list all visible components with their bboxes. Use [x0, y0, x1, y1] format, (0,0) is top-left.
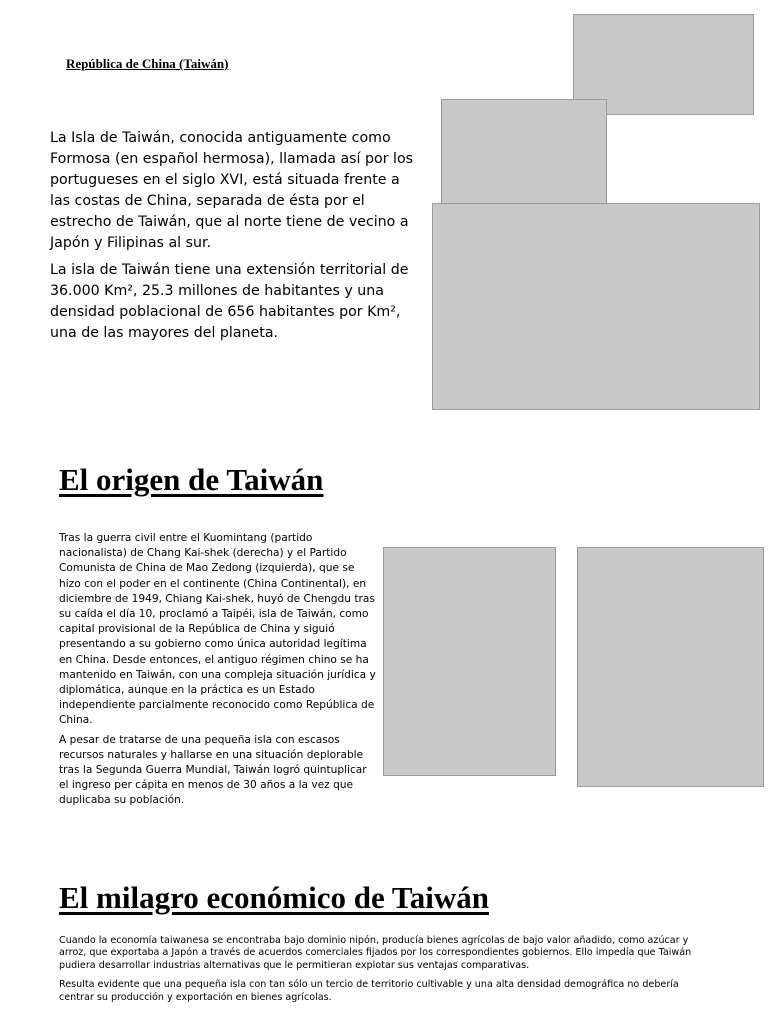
section-body	[59, 531, 377, 809]
taiwan-flag-image	[441, 99, 607, 209]
intro-text	[50, 128, 420, 344]
page-title: República de China (Taiwán)	[66, 56, 229, 71]
intro-paragraph: La isla de Taiwán tiene una extensión territorial de 36.000 Km², 25.3 millones de habitantes y una densidad poblacional de 656 habitantes por Km², una de las mayores del planeta.	[50, 262, 409, 341]
section-paragraph: A pesar de tratarse de una pequeña isla con escasos recursos naturales y hallarse en una situación deplorable tras la Segunda Guerra Mundial, Taiwán logró quintuplicar el ingreso per cápita en menos de 30 años a la vez que duplicaba su población.	[59, 733, 367, 807]
intro-paragraph: La Isla de Taiwán, conocida antiguamente como Formosa (en español hermosa), llamada así por los portugueses en el siglo XVI, está situada frente a las costas de China, separada de ésta por el estrecho de Taiwán, que al norte tiene de vecino a Japón y Filipinas al sur.	[50, 130, 414, 251]
east-asia-map-image	[432, 203, 760, 410]
section-paragraph: Tras la guerra civil entre el Kuomintang (partido nacionalista) de Chang Kai-shek (derecha) y el Partido Comunista de China de Mao Zedong (izquierda), que se hizo con el poder en el continente (China Continental), en diciembre de 1949, Chiang Kai-shek, huyó de Chengdu tras su caída el día 10, proclamó a Taipéi, isla de Taiwán, como capital provisional de la República de China y siguió presentando a su gobierno como única autoridad legítima en China. Desde entonces, el antiguo régimen chino se ha mantenido en Taiwán, con una compleja situación jurídica y diplomática, aunque en la práctica es un Estado independiente parcialmente reconocido como República de China.	[59, 532, 376, 727]
section-paragraph: Cuando la economía taiwanesa se encontraba bajo dominio nipón, producía bienes agrícolas de bajo valor añadido, como azúcar y arroz, que exportaba a Japón a través de acuerdos comerciales fijados por los correspondientes gobiernos. Ello impedía que Taiwán pudiera desarrollar industrias alternativas que le permitieran explotar sus ventajas comparativas.	[59, 935, 692, 971]
mao-zedong-portrait-image	[383, 547, 556, 776]
section-body	[59, 935, 699, 1011]
section-heading: El origen de Taiwán	[59, 462, 324, 497]
section-heading: El milagro económico de Taiwán	[59, 880, 490, 915]
chiang-kai-shek-portrait-image	[577, 547, 764, 787]
section-paragraph: Resulta evidente que una pequeña isla con tan sólo un tercio de territorio cultivable y una alta densidad demográfica no debería centrar su producción y exportación en bienes agrícolas.	[59, 979, 679, 1003]
